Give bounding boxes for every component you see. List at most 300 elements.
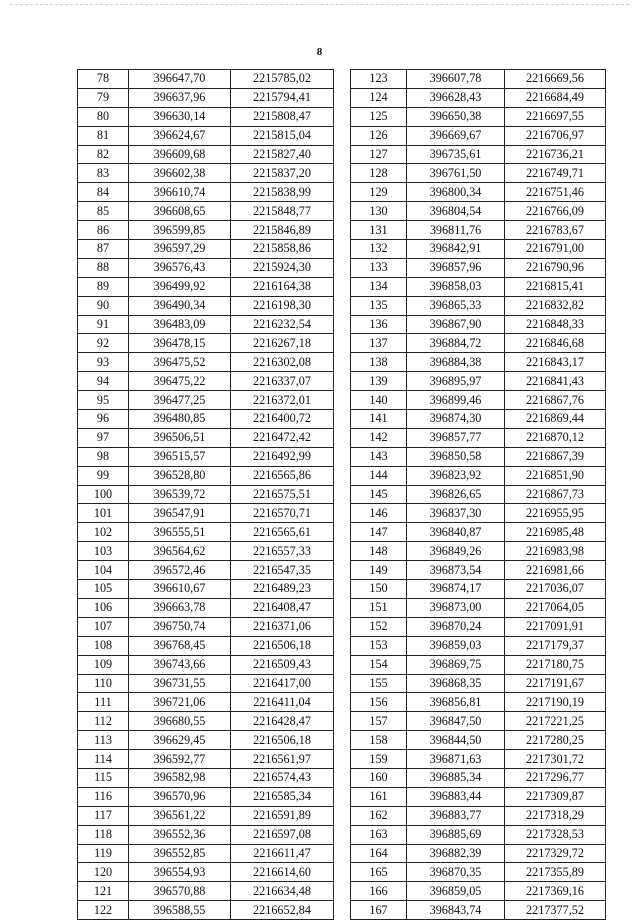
table-row [78,277,334,296]
x-coordinate-cell: 396843,74 [407,901,505,920]
x-coordinate-cell: 396859,05 [407,882,505,901]
point-number-cell: 120 [78,863,129,882]
y-coordinate-cell: 2215848,77 [231,202,334,221]
point-number-cell: 100 [78,485,129,504]
y-coordinate-cell: 2216841,43 [505,372,606,391]
table-row [351,391,606,410]
point-number-cell: 107 [78,617,129,636]
point-number-cell: 94 [78,372,129,391]
y-coordinate-cell: 2216371,06 [231,617,334,636]
table-row [351,107,606,126]
table-row [78,391,334,410]
point-number-cell: 113 [78,731,129,750]
x-coordinate-cell: 396477,25 [129,391,231,410]
y-coordinate-cell: 2217221,25 [505,712,606,731]
x-coordinate-cell: 396849,26 [407,542,505,561]
y-coordinate-cell: 2216565,86 [231,466,334,485]
coordinates-table-right [350,69,606,920]
table-row [351,542,606,561]
point-number-cell: 108 [78,636,129,655]
x-coordinate-cell: 396826,65 [407,485,505,504]
point-number-cell: 117 [78,806,129,825]
y-coordinate-cell: 2216848,33 [505,315,606,334]
table-row [78,410,334,429]
table-row [78,466,334,485]
y-coordinate-cell: 2216869,44 [505,410,606,429]
point-number-cell: 154 [351,655,407,674]
x-coordinate-cell: 396630,14 [129,107,231,126]
x-coordinate-cell: 396885,69 [407,825,505,844]
table-row [78,145,334,164]
y-coordinate-cell: 2217064,05 [505,598,606,617]
x-coordinate-cell: 396669,67 [407,126,505,145]
y-coordinate-cell: 2215785,02 [231,70,334,89]
table-row [351,277,606,296]
point-number-cell: 78 [78,70,129,89]
point-number-cell: 121 [78,882,129,901]
table-row [351,806,606,825]
x-coordinate-cell: 396884,38 [407,353,505,372]
point-number-cell: 81 [78,126,129,145]
x-coordinate-cell: 396857,96 [407,258,505,277]
y-coordinate-cell: 2216867,39 [505,447,606,466]
table-row [78,787,334,806]
table-row [78,825,334,844]
table-row [351,617,606,636]
point-number-cell: 109 [78,655,129,674]
point-number-cell: 112 [78,712,129,731]
point-number-cell: 132 [351,240,407,259]
y-coordinate-cell: 2216372,01 [231,391,334,410]
page-number: 8 [316,46,323,58]
point-number-cell: 124 [351,88,407,107]
x-coordinate-cell: 396870,24 [407,617,505,636]
x-coordinate-cell: 396804,54 [407,202,505,221]
x-coordinate-cell: 396873,54 [407,561,505,580]
table-row [78,863,334,882]
table-row [351,693,606,712]
y-coordinate-cell: 2216870,12 [505,428,606,447]
table-row [351,712,606,731]
point-number-cell: 96 [78,410,129,429]
y-coordinate-cell: 2215794,41 [231,88,334,107]
point-number-cell: 145 [351,485,407,504]
x-coordinate-cell: 396857,77 [407,428,505,447]
y-coordinate-cell: 2216684,49 [505,88,606,107]
point-number-cell: 87 [78,240,129,259]
x-coordinate-cell: 396865,33 [407,296,505,315]
table-row [78,655,334,674]
point-number-cell: 116 [78,787,129,806]
y-coordinate-cell: 2216634,48 [231,882,334,901]
x-coordinate-cell: 396650,38 [407,107,505,126]
point-number-cell: 161 [351,787,407,806]
table-row [351,315,606,334]
y-coordinate-cell: 2216428,47 [231,712,334,731]
table-row [351,466,606,485]
y-coordinate-cell: 2216697,55 [505,107,606,126]
table-row [351,410,606,429]
x-coordinate-cell: 396870,35 [407,863,505,882]
y-coordinate-cell: 2215837,20 [231,164,334,183]
table-row [78,258,334,277]
table-row [351,447,606,466]
x-coordinate-cell: 396552,36 [129,825,231,844]
point-number-cell: 131 [351,221,407,240]
y-coordinate-cell: 2216337,07 [231,372,334,391]
x-coordinate-cell: 396629,45 [129,731,231,750]
table-row [351,561,606,580]
x-coordinate-cell: 396547,91 [129,504,231,523]
table-row [351,882,606,901]
y-coordinate-cell: 2217091,91 [505,617,606,636]
table-row [78,315,334,334]
point-number-cell: 83 [78,164,129,183]
point-number-cell: 140 [351,391,407,410]
y-coordinate-cell: 2216846,68 [505,334,606,353]
x-coordinate-cell: 396721,06 [129,693,231,712]
x-coordinate-cell: 396539,72 [129,485,231,504]
table-row [351,240,606,259]
point-number-cell: 91 [78,315,129,334]
table-row [351,750,606,769]
y-coordinate-cell: 2216557,33 [231,542,334,561]
point-number-cell: 167 [351,901,407,920]
table-row [78,447,334,466]
point-number-cell: 150 [351,580,407,599]
table-row [78,164,334,183]
point-number-cell: 136 [351,315,407,334]
y-coordinate-cell: 2217280,25 [505,731,606,750]
point-number-cell: 119 [78,844,129,863]
table-row [78,561,334,580]
y-coordinate-cell: 2216302,08 [231,353,334,372]
table-row [78,617,334,636]
x-coordinate-cell: 396871,63 [407,750,505,769]
table-row [78,372,334,391]
y-coordinate-cell: 2216669,56 [505,70,606,89]
point-number-cell: 123 [351,70,407,89]
y-coordinate-cell: 2216506,18 [231,731,334,750]
x-coordinate-cell: 396597,29 [129,240,231,259]
y-coordinate-cell: 2216981,66 [505,561,606,580]
x-coordinate-cell: 396811,76 [407,221,505,240]
point-number-cell: 155 [351,674,407,693]
table-row [351,674,606,693]
x-coordinate-cell: 396874,30 [407,410,505,429]
table-row [351,844,606,863]
y-coordinate-cell: 2216472,42 [231,428,334,447]
x-coordinate-cell: 396882,39 [407,844,505,863]
table-row [78,882,334,901]
x-coordinate-cell: 396628,43 [407,88,505,107]
table-row [78,731,334,750]
table-row [351,221,606,240]
x-coordinate-cell: 396478,15 [129,334,231,353]
point-number-cell: 97 [78,428,129,447]
table-row [351,768,606,787]
point-number-cell: 165 [351,863,407,882]
y-coordinate-cell: 2216492,99 [231,447,334,466]
x-coordinate-cell: 396483,09 [129,315,231,334]
y-coordinate-cell: 2215858,86 [231,240,334,259]
table-row [78,750,334,769]
point-number-cell: 104 [78,561,129,580]
table-row [351,164,606,183]
table-row [78,693,334,712]
x-coordinate-cell: 396823,92 [407,466,505,485]
table-row [351,636,606,655]
x-coordinate-cell: 396588,55 [129,901,231,920]
x-coordinate-cell: 396637,96 [129,88,231,107]
y-coordinate-cell: 2217190,19 [505,693,606,712]
table-row [78,844,334,863]
y-coordinate-cell: 2217369,16 [505,882,606,901]
point-number-cell: 163 [351,825,407,844]
table-row [78,202,334,221]
y-coordinate-cell: 2216565,61 [231,523,334,542]
y-coordinate-cell: 2216791,00 [505,240,606,259]
x-coordinate-cell: 396599,85 [129,221,231,240]
y-coordinate-cell: 2216267,18 [231,334,334,353]
x-coordinate-cell: 396528,80 [129,466,231,485]
point-number-cell: 135 [351,296,407,315]
table-row [351,504,606,523]
y-coordinate-cell: 2217296,77 [505,768,606,787]
x-coordinate-cell: 396624,67 [129,126,231,145]
x-coordinate-cell: 396850,58 [407,447,505,466]
x-coordinate-cell: 396899,46 [407,391,505,410]
x-coordinate-cell: 396837,30 [407,504,505,523]
x-coordinate-cell: 396490,34 [129,296,231,315]
point-number-cell: 125 [351,107,407,126]
point-number-cell: 158 [351,731,407,750]
y-coordinate-cell: 2216790,96 [505,258,606,277]
y-coordinate-cell: 2216832,82 [505,296,606,315]
table-row [78,221,334,240]
table-row [78,523,334,542]
x-coordinate-cell: 396506,51 [129,428,231,447]
x-coordinate-cell: 396883,44 [407,787,505,806]
y-coordinate-cell: 2216749,71 [505,164,606,183]
x-coordinate-cell: 396475,22 [129,372,231,391]
y-coordinate-cell: 2216983,98 [505,542,606,561]
y-coordinate-cell: 2215838,99 [231,183,334,202]
y-coordinate-cell: 2216614,60 [231,863,334,882]
y-coordinate-cell: 2216547,35 [231,561,334,580]
point-number-cell: 129 [351,183,407,202]
x-coordinate-cell: 396868,35 [407,674,505,693]
y-coordinate-cell: 2217377,52 [505,901,606,920]
table-row [351,202,606,221]
point-number-cell: 134 [351,277,407,296]
point-number-cell: 86 [78,221,129,240]
table-row [351,787,606,806]
table-row [78,712,334,731]
table-row [78,542,334,561]
x-coordinate-cell: 396610,74 [129,183,231,202]
y-coordinate-cell: 2216561,97 [231,750,334,769]
y-coordinate-cell: 2217355,89 [505,863,606,882]
x-coordinate-cell: 396867,90 [407,315,505,334]
point-number-cell: 153 [351,636,407,655]
y-coordinate-cell: 2217329,72 [505,844,606,863]
y-coordinate-cell: 2216574,43 [231,768,334,787]
point-number-cell: 90 [78,296,129,315]
x-coordinate-cell: 396761,50 [407,164,505,183]
point-number-cell: 137 [351,334,407,353]
y-coordinate-cell: 2216408,47 [231,598,334,617]
y-coordinate-cell: 2215815,04 [231,126,334,145]
table-row [78,240,334,259]
x-coordinate-cell: 396768,45 [129,636,231,655]
point-number-cell: 114 [78,750,129,769]
table-row [351,296,606,315]
x-coordinate-cell: 396607,78 [407,70,505,89]
point-number-cell: 122 [78,901,129,920]
y-coordinate-cell: 2216509,43 [231,655,334,674]
y-coordinate-cell: 2216575,51 [231,485,334,504]
table-row [351,88,606,107]
scan-edge-line [10,4,629,5]
point-number-cell: 142 [351,428,407,447]
y-coordinate-cell: 2217328,53 [505,825,606,844]
table-row [351,485,606,504]
point-number-cell: 148 [351,542,407,561]
point-number-cell: 127 [351,145,407,164]
y-coordinate-cell: 2217301,72 [505,750,606,769]
y-coordinate-cell: 2215846,89 [231,221,334,240]
table-row [351,70,606,89]
point-number-cell: 102 [78,523,129,542]
point-number-cell: 88 [78,258,129,277]
point-number-cell: 152 [351,617,407,636]
point-number-cell: 149 [351,561,407,580]
x-coordinate-cell: 396480,85 [129,410,231,429]
y-coordinate-cell: 2216985,48 [505,523,606,542]
point-number-cell: 139 [351,372,407,391]
y-coordinate-cell: 2216766,09 [505,202,606,221]
table-row [78,504,334,523]
y-coordinate-cell: 2216570,71 [231,504,334,523]
x-coordinate-cell: 396554,93 [129,863,231,882]
x-coordinate-cell: 396663,78 [129,598,231,617]
table-row [351,825,606,844]
point-number-cell: 126 [351,126,407,145]
point-number-cell: 157 [351,712,407,731]
y-coordinate-cell: 2216591,89 [231,806,334,825]
point-number-cell: 160 [351,768,407,787]
x-coordinate-cell: 396735,61 [407,145,505,164]
table-row [78,636,334,655]
point-number-cell: 146 [351,504,407,523]
table-row [351,901,606,920]
x-coordinate-cell: 396572,46 [129,561,231,580]
point-number-cell: 79 [78,88,129,107]
table-row [78,580,334,599]
table-row [351,258,606,277]
y-coordinate-cell: 2216652,84 [231,901,334,920]
y-coordinate-cell: 2216597,08 [231,825,334,844]
table-row [351,731,606,750]
y-coordinate-cell: 2216198,30 [231,296,334,315]
x-coordinate-cell: 396564,62 [129,542,231,561]
x-coordinate-cell: 396856,81 [407,693,505,712]
point-number-cell: 84 [78,183,129,202]
table-row [78,598,334,617]
y-coordinate-cell: 2216417,00 [231,674,334,693]
table-row [78,334,334,353]
table-row [78,674,334,693]
point-number-cell: 105 [78,580,129,599]
point-number-cell: 115 [78,768,129,787]
point-number-cell: 92 [78,334,129,353]
point-number-cell: 138 [351,353,407,372]
x-coordinate-cell: 396840,87 [407,523,505,542]
table-row [78,768,334,787]
x-coordinate-cell: 396515,57 [129,447,231,466]
x-coordinate-cell: 396608,65 [129,202,231,221]
x-coordinate-cell: 396592,77 [129,750,231,769]
y-coordinate-cell: 2216506,18 [231,636,334,655]
y-coordinate-cell: 2215808,47 [231,107,334,126]
point-number-cell: 111 [78,693,129,712]
table-row [78,806,334,825]
point-number-cell: 93 [78,353,129,372]
table-row [351,334,606,353]
y-coordinate-cell: 2217180,75 [505,655,606,674]
table-row [351,523,606,542]
y-coordinate-cell: 2216611,47 [231,844,334,863]
point-number-cell: 156 [351,693,407,712]
x-coordinate-cell: 396847,50 [407,712,505,731]
table-row [78,901,334,920]
y-coordinate-cell: 2216736,21 [505,145,606,164]
point-number-cell: 159 [351,750,407,769]
point-number-cell: 82 [78,145,129,164]
y-coordinate-cell: 2216867,73 [505,485,606,504]
x-coordinate-cell: 396552,85 [129,844,231,863]
x-coordinate-cell: 396895,97 [407,372,505,391]
y-coordinate-cell: 2216400,72 [231,410,334,429]
y-coordinate-cell: 2216706,97 [505,126,606,145]
point-number-cell: 103 [78,542,129,561]
table-row [351,863,606,882]
point-number-cell: 143 [351,447,407,466]
y-coordinate-cell: 2216815,41 [505,277,606,296]
point-number-cell: 130 [351,202,407,221]
x-coordinate-cell: 396647,70 [129,70,231,89]
point-number-cell: 85 [78,202,129,221]
point-number-cell: 101 [78,504,129,523]
point-number-cell: 147 [351,523,407,542]
point-number-cell: 118 [78,825,129,844]
table-row [351,598,606,617]
x-coordinate-cell: 396499,92 [129,277,231,296]
x-coordinate-cell: 396731,55 [129,674,231,693]
x-coordinate-cell: 396610,67 [129,580,231,599]
y-coordinate-cell: 2216411,04 [231,693,334,712]
table-row [78,428,334,447]
y-coordinate-cell: 2216843,17 [505,353,606,372]
x-coordinate-cell: 396743,66 [129,655,231,674]
table-row [78,70,334,89]
y-coordinate-cell: 2217179,37 [505,636,606,655]
point-number-cell: 164 [351,844,407,863]
point-number-cell: 89 [78,277,129,296]
x-coordinate-cell: 396602,38 [129,164,231,183]
point-number-cell: 99 [78,466,129,485]
